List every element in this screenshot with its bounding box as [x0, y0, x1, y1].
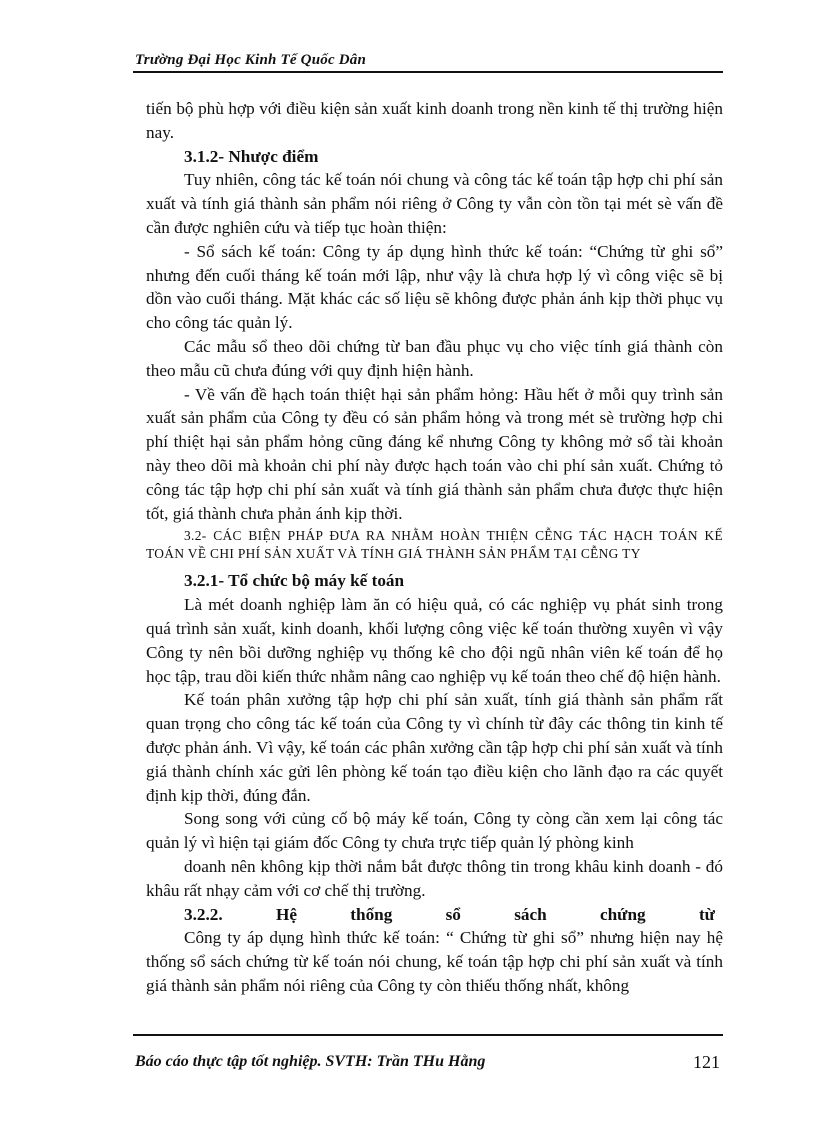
paragraph: - Sổ sách kế toán: Công ty áp dụng hình thức kế toán: “Chứng từ ghi sổ” nhưng đến cuối tháng kế toán mới lập, như vậy là chưa hợp lý vì công việc sẽ bị dồn vào cuối tháng. Mặt khác các số liệu sẽ không được phản ánh kịp thời phục vụ cho công tác quản lý. [146, 241, 723, 333]
paragraph: tiến bộ phù hợp với điều kiện sản xuất kinh doanh trong nền kinh tế thị trường hiện nay. [146, 99, 723, 142]
page-number: 121 [693, 1052, 720, 1072]
paragraph: - Về vấn đề hạch toán thiệt hại sản phẩm hỏng: Hầu hết ở mỗi quy trình sản xuất sản phẩm của Công ty đều có sản phẩm hỏng và trong mét sè trường hợp chi phí thiệt hại sản phẩm hỏng cũng đáng kể nhưng Công ty không mở sổ tài khoản này theo dõi mà khoản chi phí này được hạch toán vào chi phí sản xuất. Chứng tỏ công tác tập hợp chi phí sản xuất và tính giá thành sản phẩm chưa được thực hiện tốt, giá thành chưa phản ánh kịp thời. [146, 384, 723, 523]
page-footer: Báo cáo thực tập tốt nghiệp. SVTH: Trần THu Hằng [135, 1053, 486, 1070]
chapter-heading: 3.2- CÁC BIỆN PHÁP ĐƯA RA NHẰM HOÀN THIỆN CỄNG TÁC HẠCH TOÁN KẾ TOÁN VỀ CHI PHÍ SẢN XUẤT VÀ TÍNH GIÁ THÀNH SẢN PHẨM TẠI CỄNG TY [146, 528, 723, 562]
paragraph: doanh nên không kịp thời nắm bắt được thông tin trong khâu kinh doanh - đó khâu rất nhạy cảm với cơ chế thị trường. [146, 856, 723, 900]
section-heading: 3.2.2. Hệ thống sổ sách chứng từ [184, 904, 715, 924]
paragraph: Là mét doanh nghiệp làm ăn có hiệu quả, có các nghiệp vụ phát sinh trong quá trình sản xuất, kinh doanh, khối lượng công việc kế toán thường xuyên vì vậy Công ty nên bồi dưỡng nghiệp vụ thống kê cho đội ngũ nhân viên kế toán để họ học tập, trau dồi kiến thức nhằm nâng cao nghiệp vụ kế toán theo chế độ hiện hành. [146, 595, 723, 686]
body-text [146, 97, 723, 998]
page-header: Trường Đại Học Kinh Tế Quốc Dân [135, 52, 367, 68]
paragraph: Các mẫu sổ theo dõi chứng từ ban đầu phục vụ cho việc tính giá thành còn theo mẫu cũ chưa đúng với quy định hiện hành. [146, 336, 723, 380]
paragraph: Công ty áp dụng hình thức kế toán: “ Chứng từ ghi sổ” nhưng hiện nay hệ thống sổ sách chứng từ kế toán nói chung, kế toán tập hợp chi phí sản xuất và tính giá thành sản phẩm nói riêng của Công ty còn thiếu thống nhất, không [146, 928, 723, 995]
section-heading: 3.1.2- Nhược điểm [184, 146, 319, 166]
paragraph: Kế toán phân xưởng tập hợp chi phí sản xuất, tính giá thành sản phẩm rất quan trọng cho công tác kế toán của Công ty vì chính từ đây các thông tin kinh tế được phản ánh. Vì vậy, kế toán các phân xưởng cần tập hợp chi phí sản xuất và tính giá thành chính xác gửi lên phòng kế toán tạo điều kiện cho lãnh đạo ra các quyết định kịp thời, đúng đắn. [146, 690, 723, 805]
section-heading: 3.2.1- Tổ chức bộ máy kế toán [184, 571, 405, 591]
header-rule [133, 71, 723, 73]
footer-rule [133, 1034, 723, 1036]
paragraph: Tuy nhiên, công tác kế toán nói chung và công tác kế toán tập hợp chi phí sản xuất và tính giá thành sản phẩm nói riêng ở Công ty vẫn còn tồn tại mét sè vấn đề cần được nghiên cứu và tiếp tục hoàn thiện: [146, 170, 723, 237]
paragraph: Song song với củng cố bộ máy kế toán, Công ty còng cần xem lại công tác quản lý vì hiện tại giám đốc Công ty chưa trực tiếp quản lý phòng kinh [146, 809, 723, 853]
